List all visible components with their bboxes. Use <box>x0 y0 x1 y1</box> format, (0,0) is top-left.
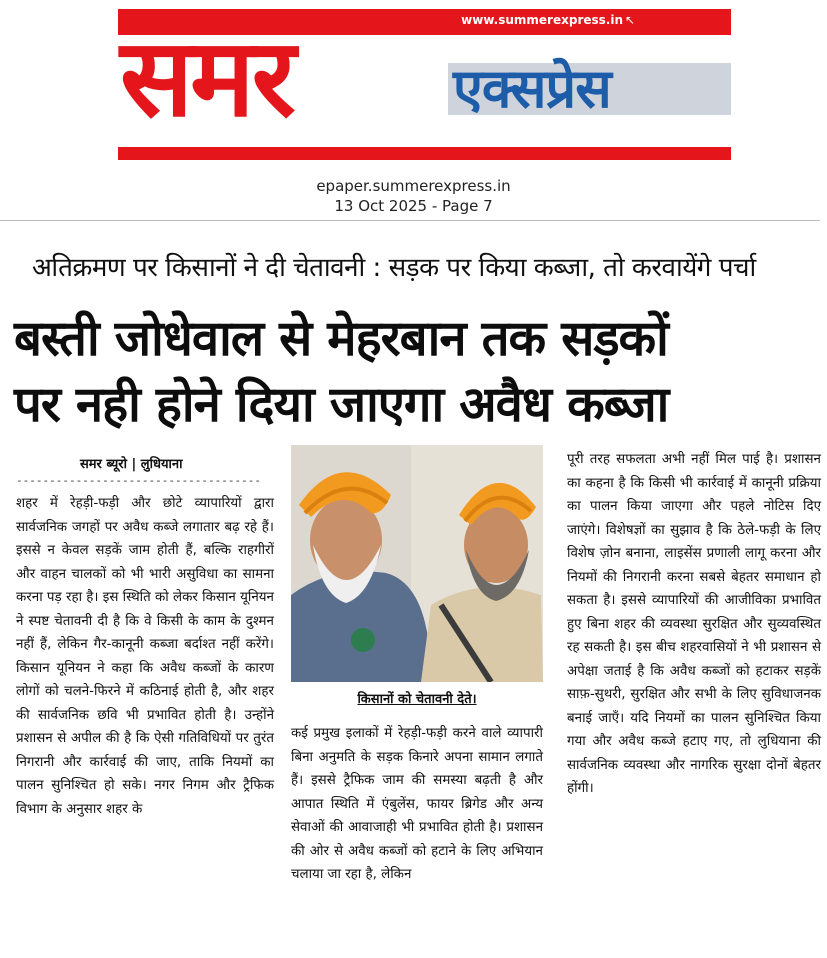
article-byline: समर ब्यूरो | लुधियाना <box>80 457 183 472</box>
article-photo <box>291 445 543 682</box>
photo-caption <box>291 689 543 707</box>
article-kicker: अतिक्रमण पर किसानों ने दी चेतावनी : सड़क पर किया कब्जा, तो करवायेंगे पर्चा <box>32 253 756 283</box>
photo-caption-text: किसानों को चेतावनी देते। <box>357 692 477 707</box>
article-column-1: शहर में रेहड़ी-फड़ी और छोटे व्यापारियों द्वारा सार्वजनिक जगहों पर अवैध कब्जे लगातार बढ़ रहे हैं। इससे न केवल सड़कें जाम होती हैं, बल्कि राहगीरों और वाहन चालकों को भी भारी असुविधा का सामना करना पड़ रहा है। इस स्थिति को लेकर किसान यूनियन ने स्पष्ट चेतावनी दी है कि वे किसी के काम के दुश्मन नहीं हैं, लेकिन गैर-कानूनी कब्जा बर्दाश्त नहीं करेंगे। किसान यूनियन ने कहा कि अवैध कब्जों के कारण लोगों को चलने-फिरने में कठिनाई होती है, और शहर की सार्वजनिक छवि भी प्रभावित होती है। उन्होंने प्रशासन से अपील की है कि ऐसी गतिविधियों पर तुरंत निगरानी और कार्रवाई की जाए, ताकि नियमों का पालन सुनिश्चित हो सके। नगर निगम और ट्रैफिक विभाग के अनुसार शहर के <box>16 496 274 817</box>
photo-two-men-turbans <box>291 445 543 682</box>
masthead-website: www.summerexpress.in <box>461 13 623 27</box>
article-column-2: कई प्रमुख इलाकों में रेहड़ी-फड़ी करने वाले व्यापारी बिना अनुमति के सड़क किनारे अपना सामान लगाते हैं। इससे ट्रैफिक जाम की समस्या बढ़ती है और आपात स्थिति में एंबुलेंस, फायर ब्रिगेड और अन्य सेवाओं की आवाजाही भी प्रभावित होती है। प्रशासन की ओर से अवैध कब्जों को हटाने के लिए अभियान चलाया जा रहा है, लेकिन <box>291 726 543 882</box>
masthead-title-main: समर <box>120 16 293 141</box>
byline-separator: ------------------------------------- <box>16 474 262 487</box>
headline-line-2: पर नही होने दिया जाएगा अवैध कब्जा <box>14 376 669 433</box>
edition-date-page: 13 Oct 2025 - Page 7 <box>334 197 493 215</box>
header-divider <box>0 220 820 221</box>
masthead-logo <box>118 9 731 160</box>
masthead-title-sub: एक्सप्रेस <box>453 57 611 120</box>
article-column-3: पूरी तरह सफलता अभी नहीं मिल पाई है। प्रशासन का कहना है कि किसी भी कार्रवाई में कानूनी प्रक्रिया का पालन किया जाएगा और पहले नोटिस दिए जाएंगे। विशेषज्ञों का सुझाव है कि ठेले-फड़ी के लिए विशेष ज़ोन बनाना, लाइसेंस प्रणाली लागू करना और नियमों की निगरानी करना सबसे बेहतर समाधान हो सकता है। इससे व्यापारियों की आजीविका प्रभावित हुए बिना शहर की व्यवस्था सुरक्षित और सुव्यवस्थित रह सकती है। इस बीच शहरवासियों ने भी प्रशासन से अपेक्षा जताई है कि अवैध कब्जों को हटाकर सड़कें साफ़-सुथरी, सुरक्षित और सभी के लिए सुविधाजनक बनाई जाएँ। यदि नियमों का पालन सुनिश्चित किया गया और अवैध कब्जे हटाए गए, तो लुधियाना की सार्वजनिक व्यवस्था और नागरिक सुरक्षा दोनों बेहतर होंगी। <box>567 452 821 796</box>
edition-site[interactable]: epaper.summerexpress.in <box>316 177 511 195</box>
headline-line-1: बस्ती जोधेवाल से मेहरबान तक सड़कों <box>14 310 668 367</box>
edition-info <box>0 176 827 216</box>
cursor-arrow-icon: ↖ <box>624 13 635 27</box>
masthead-bottom-bar <box>118 147 731 160</box>
article-headline <box>14 306 814 438</box>
